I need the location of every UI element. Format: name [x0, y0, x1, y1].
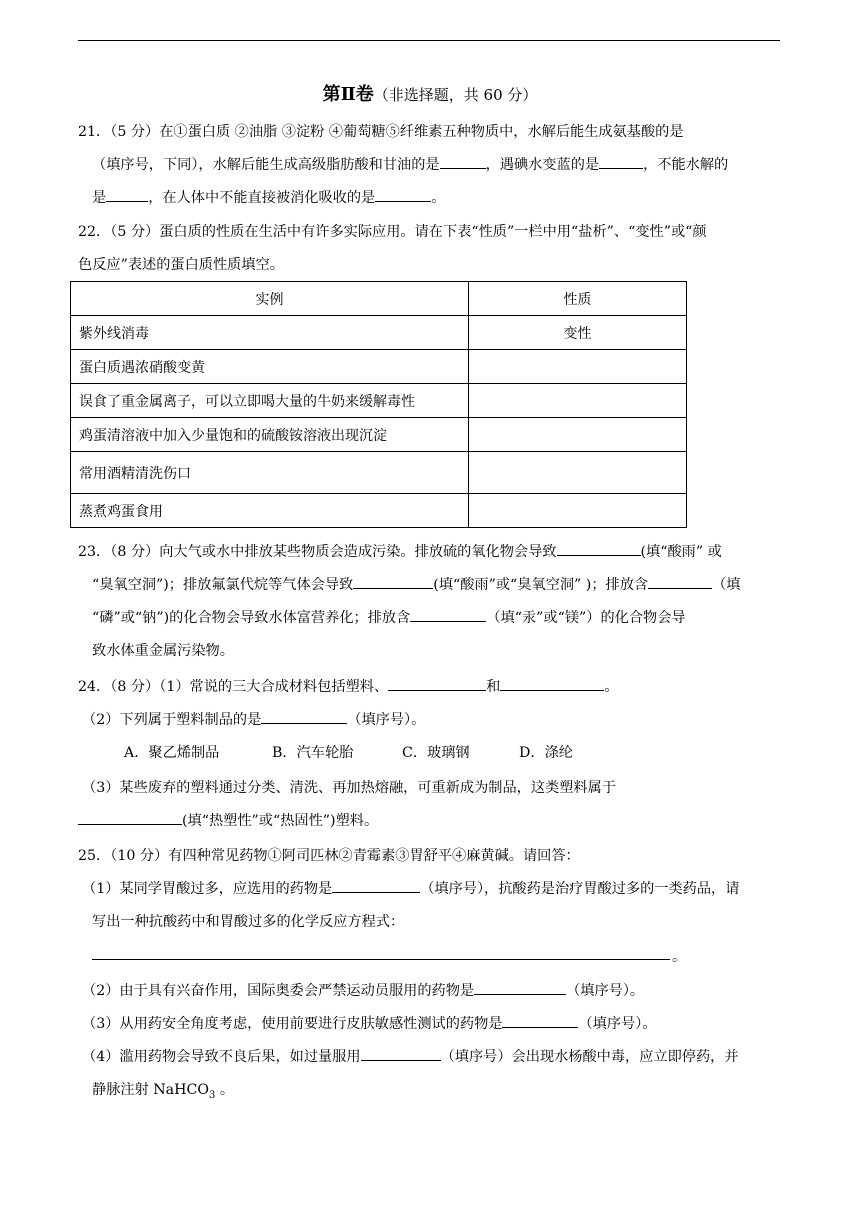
table-cell-example: 蛋白质遇浓硝酸变黄	[71, 350, 469, 384]
q24-option-b[interactable]	[272, 742, 353, 762]
top-rule	[78, 40, 780, 41]
table-cell-property[interactable]	[469, 384, 687, 418]
q24-line2	[82, 709, 425, 729]
q24-line3	[82, 777, 616, 797]
q24-blank-thermo[interactable]	[78, 810, 182, 825]
table-cell-example: 蒸煮鸡蛋食用	[71, 494, 469, 528]
q23-text1b: (填“酸雨” 或	[640, 544, 722, 560]
table-cell-example: 误食了重金属离子，可以立即喝大量的牛奶来缓解毒性	[71, 384, 469, 418]
q23-text2b: (填“酸雨”或“臭氧空洞” )；排放含	[433, 577, 649, 593]
q23-text2a: “臭氧空洞”)；排放氟氯代烷等气体会导致	[92, 577, 354, 593]
section-title-main: 第Ⅱ卷	[322, 84, 374, 105]
q22-text2: 色反应”表述的蛋白质性质填空。	[78, 257, 284, 273]
protein-properties-table	[70, 281, 687, 528]
q24-text3: （3）某些废弃的塑料通过分类、清洗、再加热熔融，可重新成为制品，这类塑料属于	[82, 780, 616, 796]
q21-blank-fat[interactable]	[440, 154, 486, 169]
q21-line2	[92, 154, 728, 174]
q25-text-p3a: （3）从用药安全角度考虑，使用前要进行皮肤敏感性测试的药物是	[82, 1016, 503, 1032]
q21-blank-nonhydrolyze[interactable]	[106, 187, 148, 202]
table-header-row	[71, 282, 687, 316]
q25-p1-end	[672, 946, 686, 966]
q24-line1	[78, 676, 619, 696]
q21-line3	[92, 187, 445, 207]
q25-text-p1b: （填序号），抗酸药是治疗胃酸过多的一类药品，请	[420, 881, 740, 897]
table-row	[71, 452, 687, 494]
q24-text1a: 24．（8 分）（1）常说的三大合成材料包括塑料、	[78, 679, 389, 695]
q23-line4	[92, 640, 234, 660]
q25-text-p1c: 写出一种抗酸药中和胃酸过多的化学反应方程式：	[92, 914, 405, 930]
q25-p1-line2	[92, 911, 404, 931]
q24-option-c-text: C．玻璃钢	[402, 745, 470, 761]
q25-text-p4a: （4）滥用药物会导致不良后果，如过量服用	[82, 1049, 361, 1065]
q24-option-a[interactable]	[124, 742, 219, 762]
q25-p2	[82, 980, 644, 1000]
q25-blank-antacid[interactable]	[332, 878, 420, 893]
table-header-example: 实例	[71, 282, 469, 316]
table-cell-example: 紫外线消毒	[71, 316, 469, 350]
q23-text3b: （填“汞”或“镁”）的化合物会导	[486, 610, 686, 626]
q23-text4: 致水体重金属污染物。	[92, 643, 234, 659]
q24-text1b: 和	[486, 679, 501, 695]
q25-text-p4c: 静脉注射 NaHCO	[92, 1082, 209, 1098]
q25-text1: 25．（10 分）有四种常见药物①阿司匹林②青霉素③胃舒平④麻黄碱。请回答：	[78, 848, 580, 864]
q25-line1	[78, 845, 580, 865]
q25-text-p2b: （填序号）。	[566, 983, 645, 999]
q25-blank-overdose[interactable]	[361, 1046, 441, 1061]
table-cell-example: 常用酒精清洗伤口	[71, 452, 469, 494]
q22-text1: 22．（5 分）蛋白质的性质在生活中有许多实际应用。请在下表“性质”一栏中用“盐析”、“变性”或“颜	[78, 224, 707, 240]
q24-line4	[78, 810, 378, 830]
q21-text3a: 是	[92, 190, 107, 206]
table-row	[71, 316, 687, 350]
q21-blank-indigestible[interactable]	[375, 187, 431, 202]
table-row	[71, 384, 687, 418]
q25-text-p4end: 。	[215, 1082, 235, 1098]
q25-blank-skintest[interactable]	[502, 1013, 578, 1028]
q25-p4-line1	[82, 1046, 739, 1066]
q24-blank-material2[interactable]	[500, 676, 604, 691]
table-row	[71, 350, 687, 384]
q24-text1c: 。	[604, 679, 619, 695]
q25-p4-line2	[92, 1079, 234, 1101]
q23-text1a: 23．（8 分）向大气或水中排放某些物质会造成污染。排放硫的氧化物会导致	[78, 544, 557, 560]
q25-text-p4sub: 3	[209, 1089, 216, 1101]
q25-blank-equation[interactable]	[92, 959, 670, 960]
q25-p1-line1	[82, 878, 739, 898]
table-row	[71, 494, 687, 528]
q21-text3b: ，在人体中不能直接被消化吸收的是	[148, 190, 376, 206]
table-cell-property[interactable]	[469, 452, 687, 494]
section-title	[0, 80, 860, 106]
q24-blank-plastic[interactable]	[261, 709, 347, 724]
q23-text2c: （填	[712, 577, 741, 593]
q21-text1: 21．（5 分）在①蛋白质 ②油脂 ③淀粉 ④葡萄糖⑤纤维素五种物质中，水解后能生成氨基酸的是	[78, 124, 684, 140]
q21-text2a: （填序号，下同），水解后能生成高级脂肪酸和甘油的是	[92, 157, 440, 173]
q25-blank-stimulant[interactable]	[474, 980, 566, 995]
q23-blank-sulfur[interactable]	[557, 541, 641, 556]
q24-blank-material1[interactable]	[388, 676, 486, 691]
q24-option-b-text: B．汽车轮胎	[272, 745, 354, 761]
q25-text-p2a: （2）由于具有兴奋作用，国际奥委会严禁运动员服用的药物是	[82, 983, 475, 999]
q23-blank-element1[interactable]	[648, 574, 712, 589]
q24-option-c[interactable]	[402, 742, 470, 762]
q23-text3a: “磷”或“钠”)的化合物会导致水体富营养化；排放含	[92, 610, 411, 626]
q23-blank-cfc[interactable]	[353, 574, 433, 589]
q21-blank-iodine[interactable]	[599, 154, 643, 169]
q25-p3	[82, 1013, 657, 1033]
q25-text-p3b: （填序号）。	[578, 1016, 657, 1032]
table-cell-property[interactable]: 变性	[469, 316, 687, 350]
q21-text3c: 。	[431, 190, 446, 206]
q24-option-d-text: D．涤纶	[519, 745, 573, 761]
q23-blank-element2[interactable]	[410, 607, 486, 622]
table-header-property: 性质	[469, 282, 687, 316]
q24-option-d[interactable]	[519, 742, 573, 762]
q25-text-p4b: （填序号）会出现水杨酸中毒，应立即停药，并	[440, 1049, 739, 1065]
q25-text-p1end: 。	[672, 949, 687, 965]
table-row	[71, 418, 687, 452]
q24-text4: (填“热塑性”或“热固性”)塑料。	[182, 813, 379, 829]
q22-line2	[78, 254, 284, 274]
table-cell-property[interactable]	[469, 418, 687, 452]
q23-line2	[92, 574, 740, 594]
q24-text2a: （2）下列属于塑料制品的是	[82, 712, 262, 728]
q21-text2c: ，不能水解的	[643, 157, 729, 173]
q25-text-p1a: （1）某同学胃酸过多，应选用的药物是	[82, 881, 333, 897]
section-title-note: （非选择题，共 60 分）	[373, 86, 538, 104]
q23-line1	[78, 541, 722, 561]
q22-line1	[78, 221, 707, 241]
table-cell-property[interactable]	[469, 350, 687, 384]
q24-option-a-text: A．聚乙烯制品	[124, 745, 220, 761]
table-cell-property[interactable]	[469, 494, 687, 528]
table-cell-example: 鸡蛋清溶液中加入少量饱和的硫酸铵溶液出现沉淀	[71, 418, 469, 452]
q23-line3	[92, 607, 686, 627]
q21-line1	[78, 121, 684, 141]
q24-text2b: （填序号）。	[347, 712, 426, 728]
q21-text2b: ，遇碘水变蓝的是	[485, 157, 600, 173]
